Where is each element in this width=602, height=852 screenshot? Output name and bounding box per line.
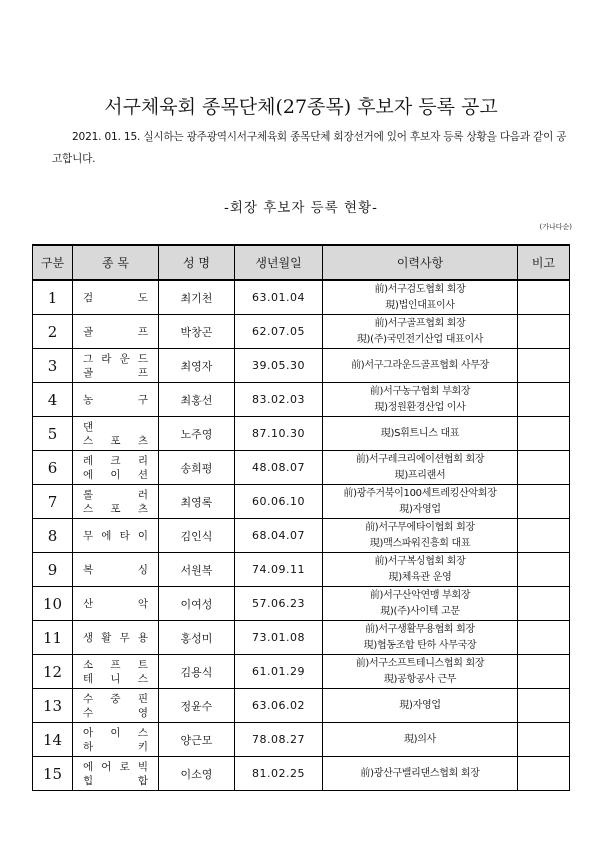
page-title: 서구체육회 종목단체(27종목) 후보자 등록 공고 <box>104 96 498 118</box>
career-line: 前)서구검도협회 회장 <box>374 283 466 295</box>
sport-line: 복 싱 <box>83 563 148 576</box>
career-line: 前)서구복싱협회 회장 <box>374 555 466 567</box>
career-line: 現)프리랜서 <box>394 469 446 481</box>
career-line: 前)광주거북이100세트레킹산악회장 <box>343 487 497 499</box>
table-body <box>33 280 570 791</box>
table-row <box>33 485 570 519</box>
table-row <box>33 553 570 587</box>
table-row <box>33 349 570 383</box>
birth-date: 57.06.23 <box>235 587 323 621</box>
candidate-name: 김인식 <box>159 519 235 553</box>
career-cell <box>323 383 518 417</box>
birth-date: 60.06.10 <box>235 485 323 519</box>
birth-date: 74.09.11 <box>235 553 323 587</box>
sort-note: (가나다순) <box>539 223 572 231</box>
row-number: 8 <box>33 519 73 553</box>
candidate-name: 홍성미 <box>159 621 235 655</box>
career-line: 現)(주)사이텍 고문 <box>380 605 460 617</box>
row-number: 10 <box>33 587 73 621</box>
sport-cell <box>73 485 159 519</box>
row-number: 15 <box>33 757 73 791</box>
candidate-name: 노주영 <box>159 417 235 451</box>
birth-date: 63.01.04 <box>235 280 323 315</box>
sport-line: 그 라 운 드 <box>83 352 148 365</box>
career-line: 前)서구생활무용협회 회장 <box>365 623 475 635</box>
candidate-name: 서원복 <box>159 553 235 587</box>
remark-cell <box>518 383 570 417</box>
section-subtitle: -회장 후보자 등록 현황- <box>224 200 378 216</box>
career-cell <box>323 451 518 485</box>
career-line: 現)의사 <box>403 733 437 745</box>
birth-date: 48.08.07 <box>235 451 323 485</box>
table-row <box>33 655 570 689</box>
sport-cell <box>73 587 159 621</box>
table-row <box>33 723 570 757</box>
career-line: 現)정원환경산업 이사 <box>374 401 466 413</box>
remark-cell <box>518 757 570 791</box>
remark-cell <box>518 519 570 553</box>
sport-cell <box>73 349 159 383</box>
career-line: 前)광산구밸리댄스협회 회장 <box>360 767 480 779</box>
sport-line: 생 활 무 용 <box>83 631 148 644</box>
career-line: 前)서구골프협회 회장 <box>374 317 466 329</box>
sport-cell <box>73 553 159 587</box>
sport-line: 무 에 타 이 <box>83 529 148 542</box>
sport-line: 골 프 <box>83 366 148 379</box>
row-number: 2 <box>33 315 73 349</box>
birth-date: 83.02.03 <box>235 383 323 417</box>
sport-cell <box>73 655 159 689</box>
header-career: 이력사항 <box>323 245 518 280</box>
career-cell <box>323 621 518 655</box>
sport-cell <box>73 689 159 723</box>
sport-cell <box>73 417 159 451</box>
sport-line: 검 도 <box>83 291 148 304</box>
sport-line: 골 프 <box>83 325 148 338</box>
sport-line: 스 포 츠 <box>83 502 148 515</box>
career-cell <box>323 417 518 451</box>
sport-line: 레 크 리 <box>83 454 148 467</box>
candidate-name: 이소영 <box>159 757 235 791</box>
remark-cell <box>518 315 570 349</box>
remark-cell <box>518 349 570 383</box>
header-sport: 종 목 <box>73 245 159 280</box>
table-row <box>33 587 570 621</box>
table-row <box>33 417 570 451</box>
row-number: 11 <box>33 621 73 655</box>
header-birth: 생년월일 <box>235 245 323 280</box>
table-row <box>33 689 570 723</box>
table-row <box>33 383 570 417</box>
career-cell <box>323 485 518 519</box>
row-number: 12 <box>33 655 73 689</box>
table-header-row <box>33 245 570 280</box>
table-row <box>33 757 570 791</box>
remark-cell <box>518 655 570 689</box>
career-line: 現)자영업 <box>399 503 441 515</box>
sport-line: 산 악 <box>83 597 148 610</box>
sport-line: 에 어 로 빅 <box>83 760 148 773</box>
remark-cell <box>518 621 570 655</box>
candidate-name: 최홍선 <box>159 383 235 417</box>
candidate-name: 양근모 <box>159 723 235 757</box>
remark-cell <box>518 723 570 757</box>
candidate-name: 최기천 <box>159 280 235 315</box>
table-row <box>33 315 570 349</box>
career-line: 前)서구레크리에이션협회 회장 <box>355 453 485 465</box>
remark-cell <box>518 485 570 519</box>
sport-cell <box>73 757 159 791</box>
career-cell <box>323 315 518 349</box>
career-cell <box>323 723 518 757</box>
sport-line: 힙 합 <box>83 774 148 787</box>
career-cell <box>323 655 518 689</box>
sport-cell <box>73 621 159 655</box>
career-cell <box>323 349 518 383</box>
row-number: 9 <box>33 553 73 587</box>
sport-line: 하 키 <box>83 740 148 753</box>
career-line: 前)서구무에타이협회 회장 <box>365 521 475 533</box>
remark-cell <box>518 451 570 485</box>
sport-line: 소 프 트 <box>83 658 148 671</box>
career-cell <box>323 553 518 587</box>
sport-line: 스 포 츠 <box>83 434 148 447</box>
sport-line: 수 중 핀 <box>83 692 148 705</box>
candidate-name: 정윤수 <box>159 689 235 723</box>
career-line: 前)서구그라운드골프협회 사무장 <box>351 359 489 371</box>
career-line: 現)자영업 <box>399 699 441 711</box>
career-line: 現)체육관 운영 <box>388 571 452 583</box>
remark-cell <box>518 417 570 451</box>
remark-cell <box>518 689 570 723</box>
sport-line: 테 니 스 <box>83 672 148 685</box>
birth-date: 87.10.30 <box>235 417 323 451</box>
sport-line: 에 이 션 <box>83 468 148 481</box>
career-line: 現)맥스파워진흥회 대표 <box>369 537 471 549</box>
sport-cell <box>73 383 159 417</box>
candidate-name: 박창곤 <box>159 315 235 349</box>
candidate-name: 최영록 <box>159 485 235 519</box>
career-line: 前)서구산악연맹 부회장 <box>369 589 471 601</box>
career-line: 前)서구농구협회 부회장 <box>369 385 471 397</box>
birth-date: 68.04.07 <box>235 519 323 553</box>
birth-date: 61.01.29 <box>235 655 323 689</box>
row-number: 3 <box>33 349 73 383</box>
row-number: 5 <box>33 417 73 451</box>
career-cell <box>323 757 518 791</box>
candidate-name: 최영자 <box>159 349 235 383</box>
career-line: 現)공항공사 근무 <box>383 673 457 685</box>
birth-date: 39.05.30 <box>235 349 323 383</box>
birth-date: 63.06.02 <box>235 689 323 723</box>
remark-cell <box>518 553 570 587</box>
birth-date: 81.02.25 <box>235 757 323 791</box>
career-line: 現)법인대표이사 <box>385 299 455 311</box>
remark-cell <box>518 587 570 621</box>
career-line: 現)S휘트니스 대표 <box>380 427 460 439</box>
career-cell <box>323 280 518 315</box>
career-cell <box>323 689 518 723</box>
sport-line: 아 이 스 <box>83 726 148 739</box>
sport-line: 수 영 <box>83 706 148 719</box>
career-line: 現)협동조합 탄하 사무국장 <box>363 639 477 651</box>
row-number: 6 <box>33 451 73 485</box>
birth-date: 62.07.05 <box>235 315 323 349</box>
career-cell <box>323 519 518 553</box>
table-row <box>33 519 570 553</box>
sport-cell <box>73 723 159 757</box>
candidate-name: 김용식 <box>159 655 235 689</box>
header-no: 구분 <box>33 245 73 280</box>
intro-paragraph: 2021. 01. 15. 실시하는 광주광역시서구체육회 종목단체 회장선거에 있어 후보자 등록 상황을 다음과 같이 공고합니다. <box>52 131 567 165</box>
career-cell <box>323 587 518 621</box>
header-remark: 비고 <box>518 245 570 280</box>
remark-cell <box>518 280 570 315</box>
sport-cell <box>73 451 159 485</box>
row-number: 4 <box>33 383 73 417</box>
row-number: 13 <box>33 689 73 723</box>
sport-line: 농 구 <box>83 393 148 406</box>
row-number: 14 <box>33 723 73 757</box>
row-number: 7 <box>33 485 73 519</box>
sport-line: 롤 러 <box>83 488 148 501</box>
birth-date: 73.01.08 <box>235 621 323 655</box>
table-row <box>33 451 570 485</box>
birth-date: 78.08.27 <box>235 723 323 757</box>
career-line: 前)서구소프트테니스협회 회장 <box>355 657 485 669</box>
sport-cell <box>73 280 159 315</box>
table-row <box>33 621 570 655</box>
sport-line: 댄 <box>83 420 94 433</box>
candidate-table <box>32 244 570 791</box>
sport-cell <box>73 519 159 553</box>
sport-cell <box>73 315 159 349</box>
row-number: 1 <box>33 280 73 315</box>
header-name: 성 명 <box>159 245 235 280</box>
candidate-name: 송희평 <box>159 451 235 485</box>
table-row <box>33 280 570 315</box>
career-line: 現)(주)국민전기산업 대표이사 <box>356 333 484 345</box>
candidate-name: 이여성 <box>159 587 235 621</box>
